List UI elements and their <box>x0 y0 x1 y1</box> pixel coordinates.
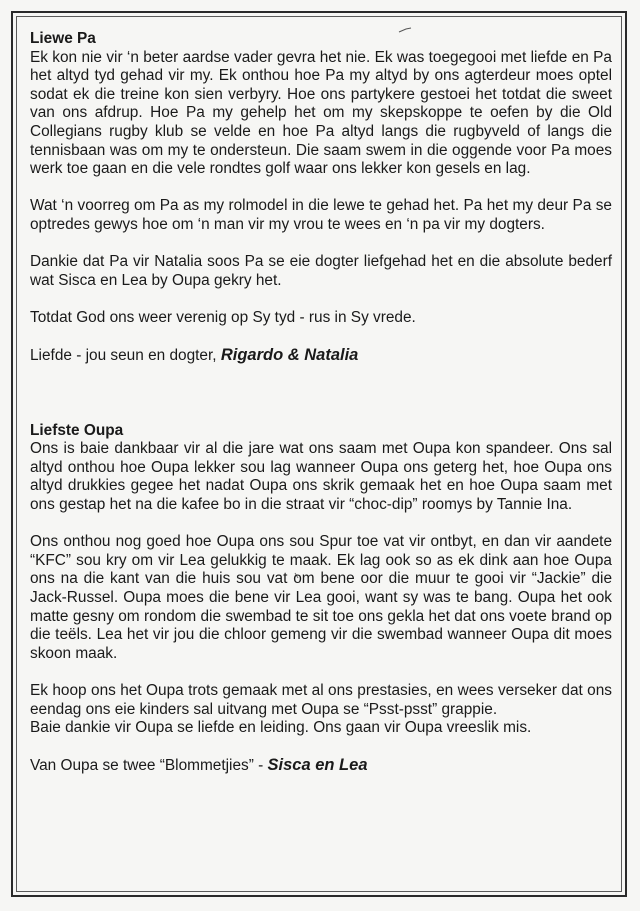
letter-signoff <box>30 756 612 776</box>
closing-text: Van Oupa se twee “Blommetjies” - <box>30 757 264 775</box>
letter-paragraph: Ek kon nie vir ‘n beter aardse vader gevra het nie. Ek was toegegooi met liefde en Pa het altyd tyd gehad vir my. Ek onthou hoe Pa my altyd by ons agterdeur moes optel sodat ek die treine kon sien verbyry. Hoe ons partykere gestoei het totdat die sweet van ons afdrup. Hoe Pa my gehelp het om my skepskoppe te oefen by die Old Collegians rugby klub se velde en hoe Pa altyd langs die rugbyveld of langs die tennisbaan was om my te ondersteun. Die saam swem in die oggende voor Pa moes werk toe gaan en die vele rondtes golf waar ons lekker kon gesels en lag. <box>30 48 612 178</box>
signature: Rigardo & Natalia <box>220 346 359 365</box>
signature: Sisca en Lea <box>267 756 368 775</box>
letter-signoff <box>30 346 612 366</box>
document-body <box>30 30 612 776</box>
letter-paragraph: Dankie dat Pa vir Natalia soos Pa se eie dogter liefgehad het en die absolute bederf wat Sisca en Lea by Oupa gekry het. <box>30 253 612 289</box>
letter-heading: Liewe Pa <box>30 30 96 47</box>
letter-paragraph: Ons is baie dankbaar vir al die jare wat ons saam met Oupa kon spandeer. Ons sal altyd onthou hoe Oupa lekker sou lag wanneer Oupa ons geterg het, hoe Oupa ons altyd drukkies gegee het nadat Oupa ons skrik gemaak het en hoe Oupa saam met ons gestap het na die kafee bo in die straat vir “choc-dip” roomys by Tannie Ina. <box>30 440 612 514</box>
letter-to-grandfather <box>30 422 612 776</box>
closing-text: Liefde - jou seun en dogter, <box>30 347 217 365</box>
letter-heading: Liefste Oupa <box>30 421 124 439</box>
letter-paragraph: Ons onthou nog goed hoe Oupa ons sou Spur toe vat vir ontbyt, en dan vir aandete “KFC” sou kry om vir Lea gelukkig te maak. Ek lag ook so as ek dink aan hoe Oupa ons na die kant van die huis sou vat om bene oor die muur te gooi vir “Jackie” die Jack-Russel. Oupa moes die bene vir Lea gooi, want sy was te bang. Oupa het ook matte gesny om rondom die swembad te sit toe ons gekla het dat ons voete brand op die teëls. Lea het vir jou die chloor gemeng vir die swembad wanneer Oupa dit moes skoon maak. <box>30 533 612 662</box>
letter-to-father <box>30 30 612 366</box>
letter-paragraph: Wat ‘n voorreg om Pa as my rolmodel in die lewe te gehad het. Pa het my deur Pa se optredes gewys hoe om ‘n man vir my vrou te wees en ‘n pa vir my dogters. <box>30 197 612 233</box>
letter-paragraph: Totdat God ons weer verenig op Sy tyd - rus in Sy vrede. <box>30 308 416 326</box>
letter-paragraph: Baie dankie vir Oupa se liefde en leiding. Ons gaan vir Oupa vreeslik mis. <box>30 719 532 737</box>
letter-paragraph: Ek hoop ons het Oupa trots gemaak met al ons prestasies, en wees verseker dat ons eendag ons eie kinders sal uitvang met Oupa se “Psst-psst” grappie. <box>30 682 612 718</box>
